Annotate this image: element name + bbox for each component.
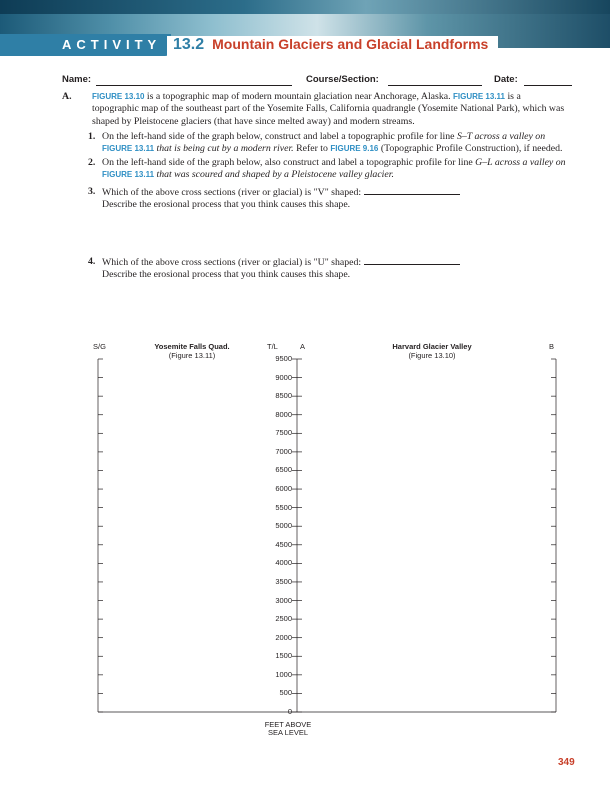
- text-run: Refer to: [293, 143, 331, 155]
- text-run: Describe the erosional process that you think causes this shape.: [102, 269, 351, 281]
- text-run: that is being cut by a modern river.: [154, 143, 294, 155]
- figure-ref: FIGURE 13.10: [92, 92, 145, 101]
- y-tick-label: 1500: [275, 651, 292, 661]
- name-field[interactable]: [96, 85, 292, 86]
- y-axis-label-line1: FEET ABOVE: [264, 720, 312, 729]
- y-tick-label: 2000: [275, 632, 292, 642]
- y-tick-label: 1000: [275, 669, 292, 679]
- answer-blank[interactable]: [364, 256, 460, 265]
- y-tick-label: 7000: [275, 446, 292, 456]
- right-panel-title: Harvard Glacier Valley: [392, 342, 472, 351]
- item-text: [102, 186, 570, 212]
- right-start-label: A: [300, 342, 306, 351]
- text-run: Which of the above cross sections (river or glacial) is "U" shaped:: [102, 257, 364, 268]
- course-label: Course/Section:: [306, 74, 379, 85]
- figure-ref: FIGURE 13.11: [102, 144, 155, 154]
- y-tick-label: 8000: [275, 409, 292, 419]
- figure-ref: FIGURE 9.16: [330, 144, 379, 154]
- figure-ref: FIGURE 13.11: [452, 92, 506, 101]
- activity-title: Mountain Glaciers and Glacial Landforms: [212, 36, 489, 52]
- y-tick-label: 6000: [275, 484, 292, 494]
- left-start-label: S/G: [93, 342, 106, 351]
- date-field[interactable]: [524, 85, 572, 86]
- y-tick-label: 4500: [275, 539, 292, 549]
- y-tick-label: 8500: [275, 391, 292, 401]
- topographic-profile-chart: [0, 335, 610, 745]
- question-a: [62, 91, 570, 128]
- text-run: that was scoured and shaped by a Pleistocene valley glacier.: [154, 169, 394, 181]
- left-end-label: T/L: [267, 342, 278, 351]
- item-number: 1.: [88, 131, 96, 142]
- figure-ref: FIGURE 13.11: [102, 170, 155, 180]
- page-number: 349: [558, 757, 575, 768]
- text-run: Describe the erosional process that you think causes this shape.: [102, 199, 351, 211]
- text-run: is a topographic map of modern mountain glaciation near Anchorage, Alaska.: [144, 91, 453, 102]
- item-text: [102, 157, 570, 182]
- text-run: On the left-hand side of the graph below, construct and label a topographic profile for line: [102, 131, 457, 142]
- profile-grid[interactable]: [0, 335, 610, 745]
- y-tick-label: 0: [287, 707, 292, 716]
- activity-number: 13.2: [173, 36, 205, 53]
- activity-banner: [0, 0, 610, 58]
- y-tick-label: 3500: [275, 576, 292, 586]
- text-run: On the left-hand side of the graph below, also construct and label a topographic profile for line: [102, 157, 476, 168]
- y-tick-label: 5500: [275, 502, 292, 512]
- left-panel-subtitle: (Figure 13.11): [168, 351, 216, 360]
- question-item-1: [88, 131, 570, 156]
- question-item-2: [88, 157, 570, 182]
- y-tick-label: 2500: [275, 614, 292, 624]
- question-a-text: [92, 91, 570, 128]
- item-number: 3.: [88, 186, 96, 197]
- y-tick-label: 7500: [275, 428, 292, 438]
- text-run: S–T across a valley on: [456, 131, 546, 142]
- y-tick-label: 6500: [275, 465, 292, 475]
- question-item-3: [88, 186, 570, 212]
- item-text: [102, 256, 570, 282]
- left-panel-title: Yosemite Falls Quad.: [154, 342, 230, 351]
- y-tick-label: 3000: [275, 595, 292, 605]
- y-tick-label: 9000: [275, 372, 292, 382]
- answer-blank[interactable]: [364, 186, 460, 195]
- course-field[interactable]: [388, 85, 482, 86]
- item-number: 4.: [88, 256, 96, 267]
- banner-strip: [0, 0, 610, 14]
- item-number: 2.: [88, 157, 96, 168]
- text-run: G–L across a valley on: [475, 157, 566, 168]
- text-run: (Topographic Profile Construction), if needed.: [378, 143, 563, 155]
- activity-label: ACTIVITY: [36, 34, 171, 56]
- date-label: Date:: [494, 74, 518, 85]
- y-tick-label: 4000: [275, 558, 292, 568]
- question-letter: A.: [62, 91, 72, 102]
- name-label: Name:: [62, 74, 92, 85]
- text-run: Which of the above cross sections (river or glacial) is "V" shaped:: [102, 187, 364, 198]
- y-tick-label: 9500: [275, 354, 292, 363]
- right-end-label: B: [549, 342, 555, 351]
- item-text: [102, 131, 570, 156]
- y-tick-label: 500: [279, 688, 292, 698]
- activity-title-block: [167, 36, 498, 58]
- text-run: is a topographic map of the southeast part of the Yosemite Falls, California quadrangle (Yosemite National Park), which was shaped by Pleistocene glaciers (that have since melted away) and modern streams.: [92, 91, 565, 127]
- right-panel-subtitle: (Figure 13.10): [408, 351, 456, 360]
- y-tick-label: 5000: [275, 521, 292, 531]
- question-item-4: [88, 256, 570, 282]
- y-axis-label-line2: SEA LEVEL: [267, 728, 309, 737]
